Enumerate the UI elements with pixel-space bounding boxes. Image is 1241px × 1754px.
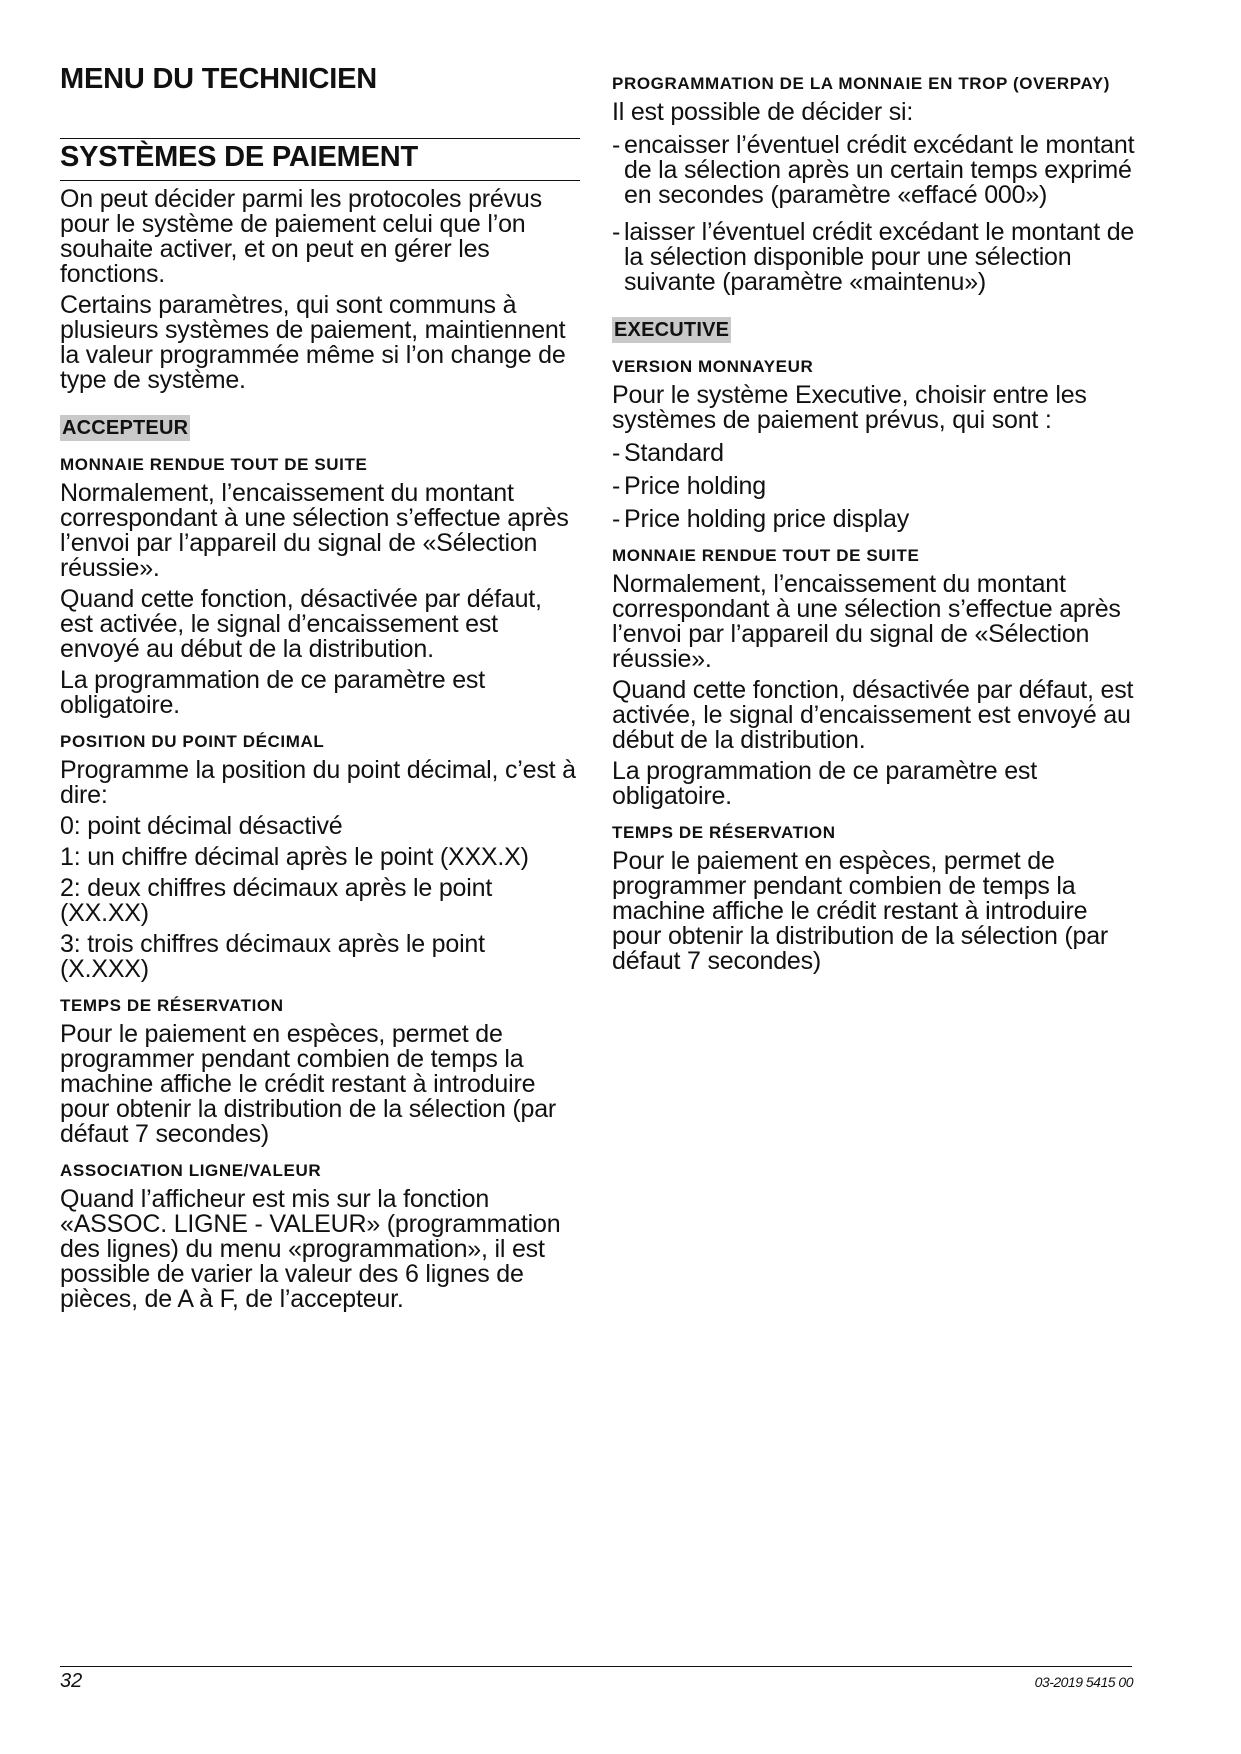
section-title: SYSTÈMES DE PAIEMENT [60,141,419,173]
overpay-p1: Il est possible de décider si: [612,98,914,126]
overpay-item-1-text: encaisser l’éventuel crédit excédant le montant de la sélection après un certain temps exprimé en secondes (paramètre «effacé 000») [624,131,1135,209]
assoc-title: ASSOCIATION LIGNE/VALEUR [60,1161,322,1180]
acc-monnaie-p1: Normalement, l’encaissement du montant correspondant à une sélection s’effectue après l’envoi par l’appareil du signal de «Sélection réussie». [60,479,569,582]
right-content [612,72,1142,980]
exec-monnaie-title: MONNAIE RENDUE TOUT DE SUITE [612,546,920,565]
exec-monnaie-p3: La programmation de ce paramètre est obligatoire. [612,757,1037,810]
executive-badge-wrap [612,317,1142,343]
list-dash: - [612,131,621,159]
acceptor-badge: ACCEPTEUR [62,417,189,439]
title-divider [60,138,580,139]
left-content [60,187,580,1318]
exec-monnaie-p2: Quand cette fonction, désactivée par défaut, est activée, le signal d’encaissement est envoyé au début de la distribution. [612,676,1134,754]
exec-reservation-title: TEMPS DE RÉSERVATION [612,823,836,842]
version-item-3 [612,507,1142,532]
page-number: 32 [60,1670,83,1692]
overpay-title: PROGRAMMATION DE LA MONNAIE EN TROP (OVERPAY) [612,74,1110,93]
decimal-option-1: 1: un chiffre décimal après le point (XXX.X) [60,843,529,871]
version-item-2 [612,474,1142,499]
list-dash: - [612,218,621,246]
decimal-option-0: 0: point décimal désactivé [60,812,343,840]
footer-divider [60,1666,1132,1667]
list-dash: - [612,505,621,533]
list-dash: - [612,439,621,467]
version-p1: Pour le système Executive, choisir entre les systèmes de paiement prévus, qui sont : [612,381,1087,434]
decimal-p1: Programme la position du point décimal, c’est à dire: [60,756,576,809]
version-title: VERSION MONNAYEUR [612,357,814,376]
overpay-item-2-text: laisser l’éventuel crédit excédant le montant de la sélection disponible pour une sélection suivante (paramètre «maintenu») [624,218,1135,296]
document-code: 03-2019 5415 00 [1034,1674,1133,1690]
overpay-item-2 [612,220,1142,295]
page-title: MENU DU TECHNICIEN [60,63,378,95]
assoc-p1: Quand l’afficheur est mis sur la fonction «ASSOC. LIGNE - VALEUR» (programmation des lignes) du menu «programmation», il est possible de varier la valeur des 6 lignes de pièces, de A à F, de l’accepteur. [60,1185,561,1313]
executive-badge: EXECUTIVE [614,319,730,341]
intro-paragraph-2: Certains paramètres, qui sont communs à plusieurs systèmes de paiement, maintiennent la valeur programmée même si l’on change de type de système. [60,291,566,394]
acc-reservation-p1: Pour le paiement en espèces, permet de programmer pendant combien de temps la machine affiche le crédit restant à introduire pour obtenir la distribution de la sélection (par défaut 7 secondes) [60,1020,557,1148]
version-item-1 [612,441,1142,466]
version-item-2-text: Price holding [624,472,766,500]
version-item-3-text: Price holding price display [624,505,910,533]
exec-reservation-p1: Pour le paiement en espèces, permet de programmer pendant combien de temps la machine affiche le crédit restant à introduire pour obtenir la distribution de la sélection (par défaut 7 secondes) [612,847,1109,975]
exec-monnaie-p1: Normalement, l’encaissement du montant correspondant à une sélection s’effectue après l’envoi par l’appareil du signal de «Sélection réussie». [612,570,1121,673]
decimal-title: POSITION DU POINT DÉCIMAL [60,732,325,751]
list-dash: - [612,472,621,500]
version-item-1-text: Standard [624,439,724,467]
overpay-item-1 [612,133,1142,208]
section-divider [60,180,580,181]
decimal-option-3: 3: trois chiffres décimaux après le point (X.XXX) [60,930,485,983]
acceptor-badge-wrap [60,415,580,441]
acc-reservation-title: TEMPS DE RÉSERVATION [60,996,284,1015]
acc-monnaie-title: MONNAIE RENDUE TOUT DE SUITE [60,455,368,474]
decimal-option-2: 2: deux chiffres décimaux après le point (XX.XX) [60,874,493,927]
acc-monnaie-p2: Quand cette fonction, désactivée par défaut, est activée, le signal d’encaissement est envoyé au début de la distribution. [60,585,542,663]
intro-paragraph-1: On peut décider parmi les protocoles prévus pour le système de paiement celui que l’on souhaite activer, et on peut en gérer les fonctions. [60,185,542,288]
acc-monnaie-p3: La programmation de ce paramètre est obligatoire. [60,666,485,719]
